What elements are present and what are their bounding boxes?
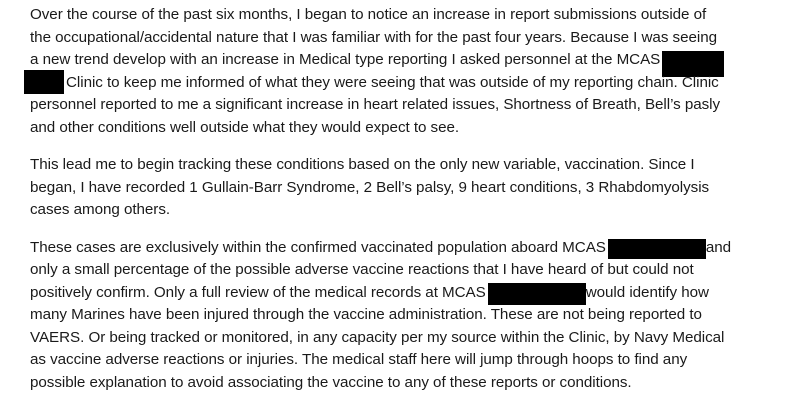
text-line (30, 117, 802, 140)
text-line (30, 4, 802, 27)
line-text: possible explanation to avoid associating the vaccine to any of these reports or conditions. (30, 373, 632, 391)
line-text: the occupational/accidental nature that I was familiar with for the past four years. Because I was seeing (30, 28, 717, 46)
line-text: positively confirm. Only a full review of the medical records at MCAS (30, 283, 486, 301)
line-text: This lead me to begin tracking these conditions based on the only new variable, vaccination. Since I (30, 156, 695, 173)
paragraph-1 (30, 4, 802, 139)
line-text: as vaccine adverse reactions or injuries. The medical staff here will jump through hoops to find any (30, 351, 688, 368)
text-line (30, 349, 802, 372)
text-line (30, 72, 802, 95)
line-text-after: would identify how (585, 283, 709, 301)
redaction-box (488, 283, 586, 305)
line-text: began, I have recorded 1 Gullain-Barr Syndrome, 2 Bell’s palsy, 9 heart conditions, 3 Rhabdomyolysis (30, 178, 710, 196)
line-text: only a small percentage of the possible adverse vaccine reactions that I have heard of but could not (30, 261, 694, 278)
text-line (30, 199, 802, 222)
text-line (30, 49, 802, 72)
text-line (30, 237, 802, 260)
text-line (30, 327, 802, 350)
line-text: Clinic to keep me informed of what they were seeing that was outside of my reporting chain. Clinic (66, 73, 719, 91)
redaction-box (24, 70, 64, 94)
line-text: Over the course of the past six months, I began to notice an increase in report submissions outside of (30, 6, 707, 23)
line-text: VAERS. Or being tracked or monitored, in any capacity per my source within the Clinic, by Navy Medical (30, 328, 725, 346)
text-line (30, 154, 802, 177)
paragraph-3 (30, 237, 802, 395)
text-line (30, 282, 802, 305)
text-line (30, 259, 802, 282)
line-text: a new trend develop with an increase in Medical type reporting I asked personnel at the MCAS (30, 51, 661, 68)
redaction-box (608, 239, 706, 259)
text-line (30, 177, 802, 200)
memo-document (30, 4, 802, 409)
line-text: many Marines have been injured through the vaccine administration. These are not being reported to (30, 306, 702, 323)
line-text: personnel reported to me a significant increase in heart related issues, Shortness of Breath, Bell’s pasly (30, 96, 721, 113)
line-text: These cases are exclusively within the confirmed vaccinated population aboard MCAS (30, 238, 606, 256)
line-text: and other conditions well outside what they would expect to see. (30, 118, 460, 136)
text-line (30, 27, 802, 50)
line-text: cases among others. (30, 201, 171, 218)
text-line (30, 94, 802, 117)
paragraph-2 (30, 154, 802, 222)
line-text-after: and (705, 238, 732, 256)
text-line (30, 304, 802, 327)
text-line (30, 372, 802, 395)
